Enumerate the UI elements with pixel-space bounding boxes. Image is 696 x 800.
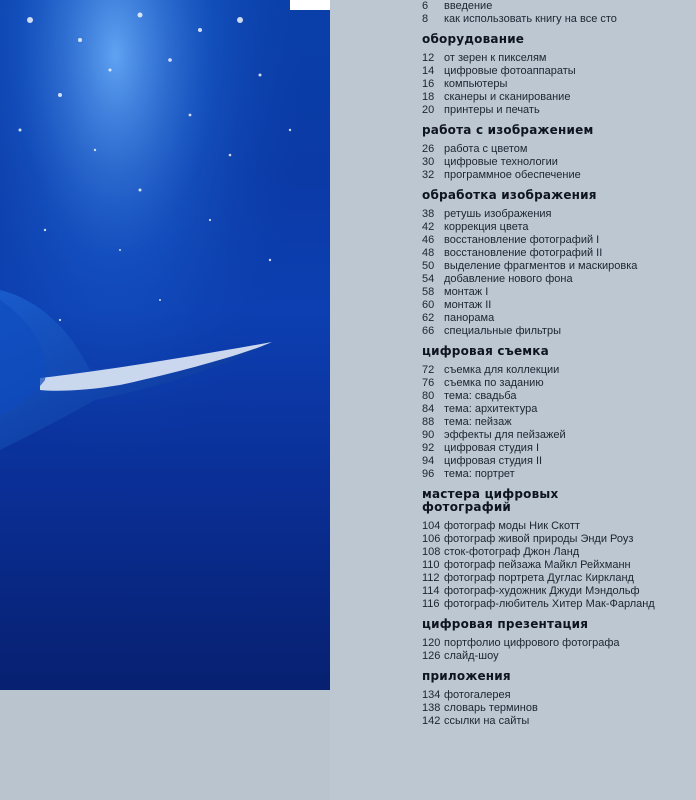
toc-entry [422,546,692,559]
toc-entry [422,377,692,390]
entry-title: программное обеспечение [444,169,581,181]
page-number: 46 [422,234,435,246]
entry-title: ссылки на сайты [444,715,530,727]
entry-title: цифровые технологии [444,156,558,168]
toc-entry [422,364,692,377]
toc-entry [422,143,692,156]
page-number: 50 [422,260,435,272]
page-number: 30 [422,156,435,168]
page-number: 108 [422,546,441,558]
section-list [422,33,692,728]
page-number: 120 [422,637,441,649]
toc-entry [422,13,692,26]
toc-entry [422,78,692,91]
entry-title: съемка по заданию [444,377,544,389]
section-heading: цифровая презентация [422,617,589,631]
page-number: 54 [422,273,435,285]
page-number: 80 [422,390,435,402]
page-number: 66 [422,325,435,337]
white-corner [290,0,330,10]
entry-title: словарь терминов [444,702,538,714]
toc-entry [422,637,692,650]
toc-entry [422,286,692,299]
entry-title: выделение фрагментов и маскировка [444,260,638,272]
page-number: 114 [422,585,440,597]
toc-entry [422,91,692,104]
page-number: 42 [422,221,435,233]
shark-fin-illustration [0,0,330,690]
toc-entry [422,0,692,13]
page-number: 58 [422,286,435,298]
entry-title: фотограф пейзажа Майкл Рейхманн [444,559,631,571]
section-heading: цифровая съемка [422,344,549,358]
entry-title: слайд-шоу [444,650,499,662]
entry-title: специальные фильтры [444,325,561,337]
section-heading: мастера цифровых фотографий [422,487,559,514]
page-number: 8 [422,13,429,25]
page-number: 26 [422,143,435,155]
entry-title: ретушь изображения [444,208,552,220]
toc-entry [422,208,692,221]
entry-title: фотограф-любитель Хитер Мак-Фарланд [444,598,655,610]
entry-title: панорама [444,312,495,324]
toc-entry [422,169,692,182]
entry-title: портфолио цифрового фотографа [444,637,620,649]
page-number: 62 [422,312,435,324]
entry-title: фотограф живой природы Энди Роуз [444,533,634,545]
entry-title: фотограф портрета Дуглас Киркланд [444,572,634,584]
entry-title: фотограф-художник Джуди Мэндольф [444,585,640,597]
entry-title: тема: свадьба [444,390,517,402]
section-heading: обработка изображения [422,188,597,202]
entry-title: восстановление фотографий I [444,234,600,246]
page-number: 106 [422,533,441,545]
section-heading: приложения [422,669,511,683]
page-number: 138 [422,702,441,714]
entry-title: тема: пейзаж [444,416,512,428]
section-heading: работа с изображением [422,123,594,137]
toc-entry [422,273,692,286]
page-number: 72 [422,364,435,376]
toc-entry [422,689,692,702]
toc-entry [422,221,692,234]
entry-title: работа с цветом [444,143,528,155]
toc-entry [422,65,692,78]
toc-entry [422,390,692,403]
page-number: 38 [422,208,435,220]
toc-entry [422,52,692,65]
page-number: 134 [422,689,441,701]
entry-title: как использовать книгу на все сто [444,13,617,25]
toc-entry [422,598,692,611]
toc-entry [422,325,692,338]
table-of-contents [422,0,692,728]
entry-title: съемка для коллекции [444,364,560,376]
toc-entry [422,403,692,416]
toc-entry [422,468,692,481]
entry-title: от зерен к пикселям [444,52,547,64]
toc-entry [422,442,692,455]
entry-title: эффекты для пейзажей [444,429,566,441]
toc-entry [422,715,692,728]
page-number: 12 [422,52,435,64]
page-number: 90 [422,429,435,441]
page-number: 142 [422,715,441,727]
page-number: 112 [422,572,440,584]
toc-entry [422,260,692,273]
page-number: 88 [422,416,435,428]
entry-title: цифровая студия II [444,455,543,467]
page-number: 116 [422,598,440,610]
entry-title: монтаж II [444,299,492,311]
toc-entry [422,429,692,442]
toc-entry [422,650,692,663]
toc-entry [422,299,692,312]
toc-entry [422,585,692,598]
toc-entry [422,572,692,585]
toc-entry [422,234,692,247]
page-number: 126 [422,650,441,662]
entry-title: тема: портрет [444,468,515,480]
page-number: 94 [422,455,435,467]
page-number: 104 [422,520,441,532]
toc-entry [422,416,692,429]
entry-title: фотогалерея [444,689,511,701]
entry-title: цифровые фотоаппараты [444,65,576,77]
toc-entry [422,520,692,533]
toc-entry [422,455,692,468]
toc-entry [422,702,692,715]
entry-title: добавление нового фона [444,273,573,285]
entry-title: принтеры и печать [444,104,540,116]
entry-title: введение [444,0,493,12]
section-heading: оборудование [422,32,525,46]
entry-title: сток-фотограф Джон Ланд [444,546,580,558]
entry-title: тема: архитектура [444,403,538,415]
page-number: 14 [422,65,435,77]
page-number: 84 [422,403,435,415]
toc-entry [422,559,692,572]
toc-entry [422,533,692,546]
toc-entry [422,312,692,325]
entry-title: сканеры и сканирование [444,91,571,103]
page-number: 16 [422,78,435,90]
page-number: 6 [422,0,429,12]
entry-title: компьютеры [444,78,508,90]
toc-entry [422,156,692,169]
page-number: 20 [422,104,435,116]
page-number: 92 [422,442,435,454]
page-number: 18 [422,91,435,103]
toc-entry [422,247,692,260]
entry-title: цифровая студия I [444,442,540,454]
underwater-photo [0,0,330,690]
page-number: 32 [422,169,435,181]
intro-entries [422,0,692,26]
toc-entry [422,104,692,117]
page-number: 96 [422,468,435,480]
page-number: 110 [422,559,440,571]
entry-title: монтаж I [444,286,489,298]
page-number: 60 [422,299,435,311]
entry-title: фотограф моды Ник Скотт [444,520,580,532]
entry-title: коррекция цвета [444,221,529,233]
page-number: 76 [422,377,435,389]
entry-title: восстановление фотографий II [444,247,603,259]
page-number: 48 [422,247,435,259]
